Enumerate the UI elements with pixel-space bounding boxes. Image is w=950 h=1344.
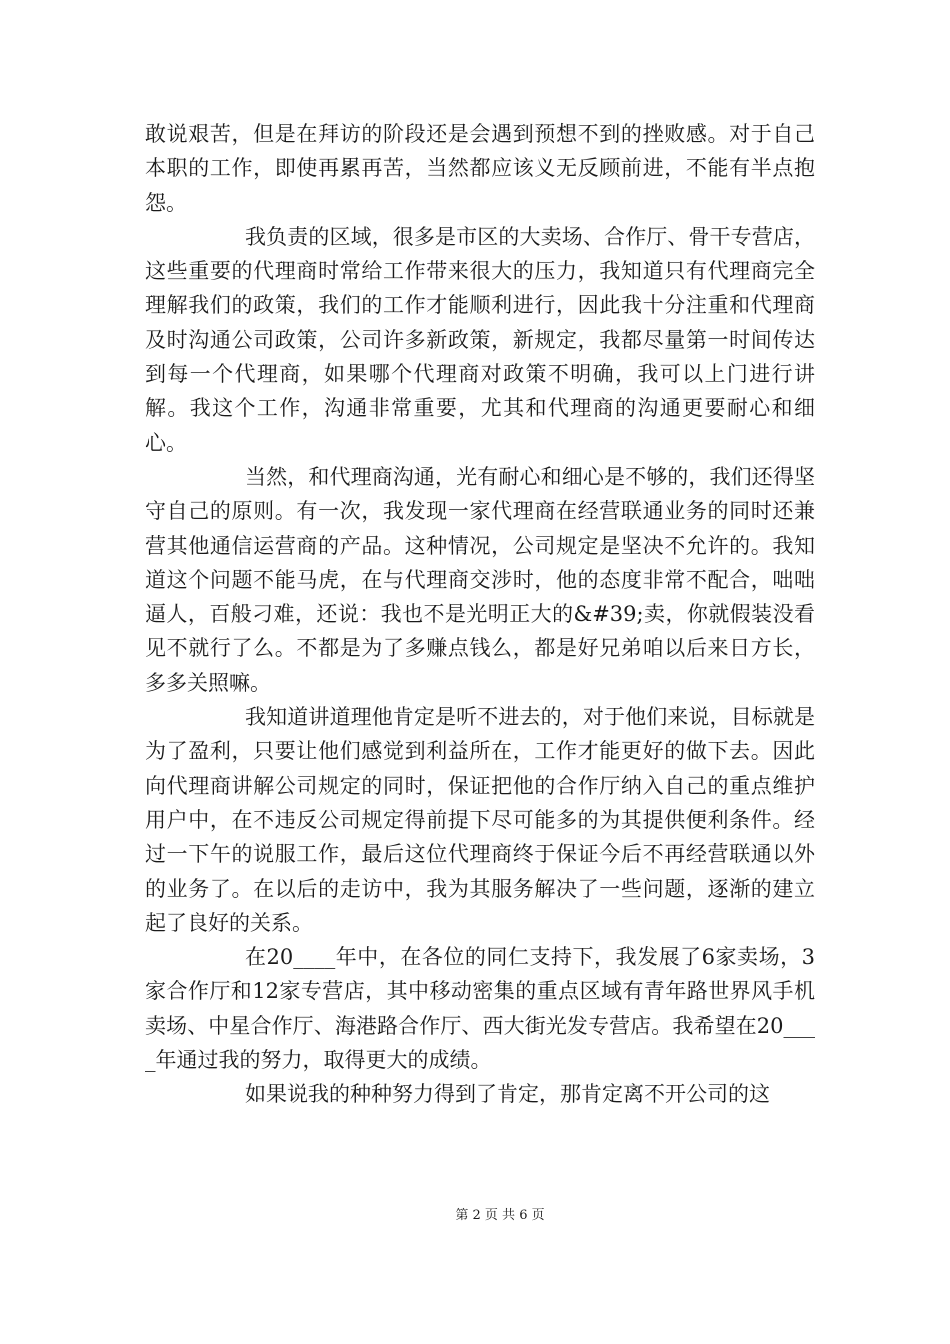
document-body — [145, 117, 815, 1112]
paragraph: 如果说我的种种努力得到了肯定，那肯定离不开公司的这 — [245, 1082, 770, 1107]
page-number-footer: 第 2 页 共 6 页 — [455, 1208, 545, 1223]
paragraph: 我知道讲道理他肯定是听不进去的，对于他们来说，目标就是为了盈利，只要让他们感觉到利益所在，工作才能更好的做下去。因此向代理商讲解公司规定的同时，保证把他的合作厅纳入自己的重点维护用户中，在不违反公司规定得前提下尽可能多的为其提供便利条件。经过一下午的说服工作，最后这位代理商终于保证今后不再经营联通以外的业务了。在以后的走访中，我为其服务解决了一些问题，逐渐的建立起了良好的关系。 — [145, 705, 815, 935]
paragraph: 我负责的区域，很多是市区的大卖场、合作厅、骨干专营店，这些重要的代理商时常给工作带来很大的压力，我知道只有代理商完全理解我们的政策，我们的工作才能顺利进行，因此我十分注重和代理商及时沟通公司政策，公司许多新政策，新规定，我都尽量第一时间传达到每一个代理商，如果哪个代理商对政策不明确，我可以上门进行讲解。我这个工作，沟通非常重要，尤其和代理商的沟通更要耐心和细心。 — [145, 224, 815, 455]
paragraph: 当然，和代理商沟通，光有耐心和细心是不够的，我们还得坚守自己的原则。有一次，我发现一家代理商在经营联通业务的同时还兼营其他通信运营商的产品。这种情况，公司规定是坚决不允许的。我知道这个问题不能马虎，在与代理商交涉时，他的态度非常不配合，咄咄逼人，百般刁难，还说：我也不是光明正大的&#39;卖，你就假装没看见不就行了么。不都是为了多赚点钱么，都是好兄弟咱以后来日方长，多多关照嘛。 — [145, 464, 815, 695]
paragraph: 敢说艰苦，但是在拜访的阶段还是会遇到预想不到的挫败感。对于自己本职的工作，即使再累再苦，当然都应该义无反顾前进，不能有半点抱怨。 — [145, 122, 815, 215]
paragraph: 在20____年中，在各位的同仁支持下，我发展了6家卖场，3家合作厅和12家专营店，其中移动密集的重点区域有青年路世界风手机卖场、中星合作厅、海港路合作厅、西大街光发专营店。我希望在20____年通过我的努力，取得更大的成绩。 — [145, 945, 815, 1073]
